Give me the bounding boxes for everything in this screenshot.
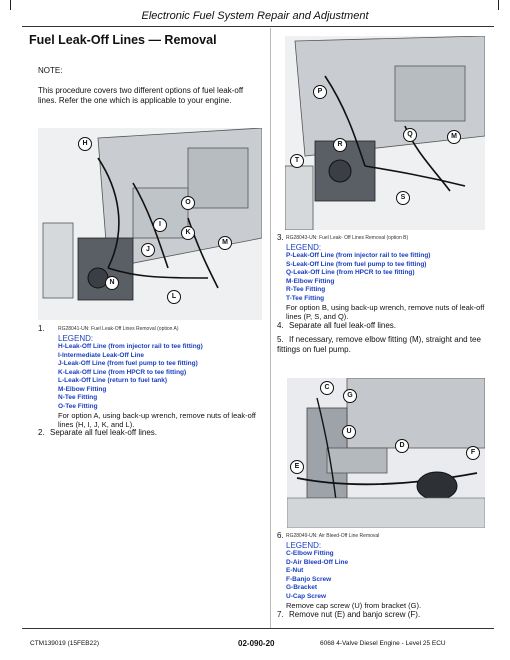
figure-6-legend-item: E-Nut bbox=[286, 567, 304, 574]
figure-1-illustration bbox=[38, 128, 262, 320]
figure-1-legend-item: J-Leak-Off Line (from fuel pump to tee fitting) bbox=[58, 360, 198, 367]
figure-6-id: RG28049-UN: Air Bleed-Off Line Removal bbox=[286, 533, 380, 539]
callout-d: D bbox=[395, 439, 409, 453]
figure-3-legend-item: P-Leak-Off Line (from injector rail to tee fitting) bbox=[286, 252, 431, 259]
callout-c: C bbox=[320, 381, 334, 395]
step-5-number: 5. bbox=[277, 335, 284, 344]
callout-g: G bbox=[343, 389, 357, 403]
footer-document-id: CTM139019 (15FEB22) bbox=[30, 640, 100, 647]
figure-1-instruction: For option A, using back-up wrench, remove nuts of leak-off lines (H, I, J, K, and L). bbox=[58, 411, 256, 429]
callout-t: T bbox=[290, 154, 304, 168]
figure-6-caption bbox=[286, 532, 496, 610]
callout-j: J bbox=[141, 243, 155, 257]
figure-1-caption bbox=[58, 325, 264, 429]
air-bleed-drawing bbox=[287, 378, 485, 528]
step-2 bbox=[38, 428, 262, 438]
callout-h: H bbox=[78, 137, 92, 151]
figure-6-legend-item: G-Bracket bbox=[286, 584, 318, 591]
top-right-rule bbox=[498, 0, 499, 10]
step-4-text: Separate all fuel leak-off lines. bbox=[289, 321, 397, 330]
figure-3-id: RG28043-UN: Fuel Leak- Off Lines Removal (option B) bbox=[286, 235, 409, 241]
figure-6-instruction: Remove cap screw (U) from bracket (G). bbox=[286, 601, 422, 610]
footer-divider bbox=[22, 628, 494, 629]
page-header-title: Electronic Fuel System Repair and Adjustment bbox=[141, 10, 369, 22]
figure-3-legend-item: Q-Leak-Off Line (from HPCR to tee fitting) bbox=[286, 269, 415, 276]
callout-f: F bbox=[466, 446, 480, 460]
figure-6-legend-item: U-Cap Screw bbox=[286, 592, 327, 600]
callout-o: O bbox=[181, 196, 195, 210]
figure-1-legend-item: M-Elbow Fitting bbox=[58, 385, 107, 393]
footer-engine-title: 6068 4-Valve Diesel Engine - Level 25 ECU bbox=[320, 640, 446, 647]
callout-k: K bbox=[181, 226, 195, 240]
top-left-rule bbox=[10, 0, 11, 10]
figure-1-legend-title: LEGEND: bbox=[58, 334, 94, 343]
section-title: Fuel Leak-Off Lines — Removal bbox=[29, 33, 217, 47]
figure-6-legend-item: D-Air Bleed-Off Line bbox=[286, 558, 349, 566]
figure-6-legend-item: C-Elbow Fitting bbox=[286, 550, 334, 557]
figure-1-legend-item: I-Intermediate Leak-Off Line bbox=[58, 351, 144, 359]
step-4-number: 4. bbox=[277, 321, 284, 330]
callout-n: N bbox=[105, 276, 119, 290]
step-7-text: Remove nut (E) and banjo screw (F). bbox=[289, 610, 421, 619]
step-5-text: If necessary, remove elbow fitting (M), straight and tee fittings on fuel pump. bbox=[277, 335, 481, 354]
note-label: NOTE: bbox=[38, 66, 63, 75]
figure-6-legend-item: F-Banjo Screw bbox=[286, 575, 332, 583]
callout-q: Q bbox=[403, 128, 417, 142]
figure-6-illustration bbox=[287, 378, 485, 528]
column-divider bbox=[270, 28, 271, 628]
callout-e: E bbox=[290, 460, 304, 474]
figure-3-legend-title: LEGEND: bbox=[286, 243, 322, 252]
figure-1-legend-item: L-Leak-Off Line (return to fuel tank) bbox=[58, 377, 168, 384]
engine-option-a-drawing bbox=[38, 128, 262, 320]
figure-3-legend-item: S-Leak-Off Line (from fuel pump to tee fitting) bbox=[286, 260, 427, 268]
figure-1-id: RG28041-UN: Fuel Leak-Off Lines Removal (option A) bbox=[58, 326, 179, 332]
callout-s: S bbox=[396, 191, 410, 205]
step-7 bbox=[277, 610, 495, 620]
figure-1-legend-item: O-Tee Fitting bbox=[58, 402, 98, 410]
figure-1-legend-item: K-Leak-Off Line (from HPCR to tee fitting) bbox=[58, 368, 187, 376]
intro-paragraph: This procedure covers two different options of fuel leak-off lines. Refer the one which is applicable to your engine. bbox=[38, 86, 244, 105]
figure-3-number: 3. bbox=[277, 233, 284, 242]
figure-6-legend-title: LEGEND: bbox=[286, 541, 322, 550]
figure-3-caption bbox=[286, 234, 496, 321]
callout-r: R bbox=[333, 138, 347, 152]
figure-1-legend-item: H-Leak-Off Line (from injector rail to tee fitting) bbox=[58, 343, 203, 350]
footer-page-number: 02-090-20 bbox=[238, 639, 275, 648]
callout-m: M bbox=[218, 236, 232, 250]
figure-3-legend-item: T-Tee Fitting bbox=[286, 294, 325, 302]
step-7-number: 7. bbox=[277, 610, 284, 619]
header-divider bbox=[22, 26, 494, 27]
callout-p: P bbox=[313, 85, 327, 99]
callout-l: L bbox=[167, 290, 181, 304]
figure-1-number: 1. bbox=[38, 324, 45, 333]
figure-1-legend-item: N-Tee Fitting bbox=[58, 394, 98, 401]
step-2-number: 2. bbox=[38, 428, 45, 437]
callout-u: U bbox=[342, 425, 356, 439]
callout-i: I bbox=[153, 218, 167, 232]
figure-6-number: 6. bbox=[277, 531, 284, 540]
callout-m-b: M bbox=[447, 130, 461, 144]
figure-3-legend-item: M-Elbow Fitting bbox=[286, 277, 335, 285]
step-5 bbox=[277, 335, 495, 355]
step-2-text: Separate all fuel leak-off lines. bbox=[50, 428, 158, 437]
figure-3-instruction: For option B, using back-up wrench, remove nuts of leak-off lines (P, S, and Q). bbox=[286, 303, 485, 321]
step-4 bbox=[277, 321, 495, 331]
figure-3-legend-item: R-Tee Fitting bbox=[286, 286, 326, 293]
